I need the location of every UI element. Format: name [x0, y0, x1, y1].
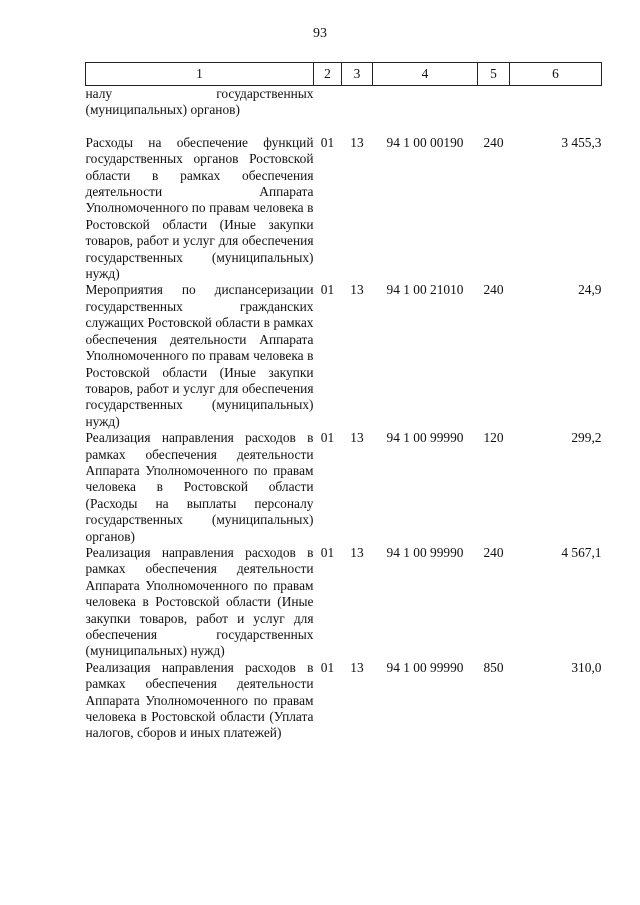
continuation-row [86, 86, 602, 135]
budget-table [85, 62, 602, 742]
row-section: 01 [320, 282, 335, 298]
page-number: 93 [313, 26, 327, 41]
row-target-code: 94 1 00 99990 [386, 430, 464, 446]
column-header-3: 3 [342, 63, 373, 86]
row-target-code: 94 1 00 00190 [386, 134, 464, 150]
row-description: Реализация направления расходов в рамках обеспечения деятельности Аппарата Уполномоченного по правам человека в Ростовской области (Уплата налогов, сборов и иных платежей) [85, 659, 314, 741]
row-target-code: 94 1 00 99990 [386, 544, 464, 560]
row-expense-type: 240 [483, 544, 504, 560]
table-row [86, 660, 602, 742]
row-subsection: 13 [350, 544, 364, 560]
row-description: Расходы на обеспечение функций государственных органов Ростовской области в рамках обеспечения деятельности Аппарата Уполномоченного по правам человека в Ростовской области (Иные закупки товаров, работ и услуг для обеспечения государственных (муниципальных) нужд) [85, 134, 314, 282]
row-subsection: 13 [350, 282, 364, 298]
row-target-code: 94 1 00 99990 [386, 659, 464, 675]
column-header-5: 5 [478, 63, 510, 86]
column-header-6: 6 [510, 63, 602, 86]
row-description: Мероприятия по диспансеризации государственных гражданских служащих Ростовской области в рамках обеспечения деятельности Аппарата Уполномоченного по правам человека в Ростовской области (Иные закупки товаров, работ и услуг для обеспечения государственных (муниципальных) нужд) [85, 282, 314, 429]
row-section: 01 [320, 659, 335, 675]
row-amount: 4 567,1 [561, 544, 602, 560]
row-amount: 24,9 [578, 282, 602, 298]
table-row [86, 430, 602, 545]
row-expense-type: 240 [483, 134, 504, 150]
row-section: 01 [320, 430, 335, 446]
continuation-text: налу государственных (муниципальных) органов) [85, 86, 314, 118]
row-subsection: 13 [350, 430, 364, 446]
row-description: Реализация направления расходов в рамках обеспечения деятельности Аппарата Уполномоченного по правам человека в Ростовской области (Иные закупки товаров, работ и услуг для обеспечения государственных (муниципальных) нужд) [85, 544, 314, 659]
row-description: Реализация направления расходов в рамках обеспечения деятельности Аппарата Уполномоченного по правам человека в Ростовской области (Расходы на выплаты персоналу государственных (муниципальных) органов) [85, 430, 314, 544]
row-target-code: 94 1 00 21010 [386, 282, 464, 298]
row-amount: 3 455,3 [561, 134, 602, 150]
row-section: 01 [320, 134, 335, 150]
row-amount: 299,2 [571, 430, 602, 446]
table-header-row [86, 63, 602, 86]
table-row [86, 545, 602, 660]
row-section: 01 [320, 544, 335, 560]
column-header-2: 2 [314, 63, 342, 86]
table-row [86, 282, 602, 430]
row-expense-type: 850 [483, 659, 504, 675]
column-header-1: 1 [86, 63, 314, 86]
row-expense-type: 120 [483, 430, 504, 446]
column-header-4: 4 [373, 63, 478, 86]
row-subsection: 13 [350, 659, 364, 675]
row-amount: 310,0 [571, 659, 602, 675]
row-subsection: 13 [350, 134, 364, 150]
table-row [86, 135, 602, 283]
row-expense-type: 240 [483, 282, 504, 298]
